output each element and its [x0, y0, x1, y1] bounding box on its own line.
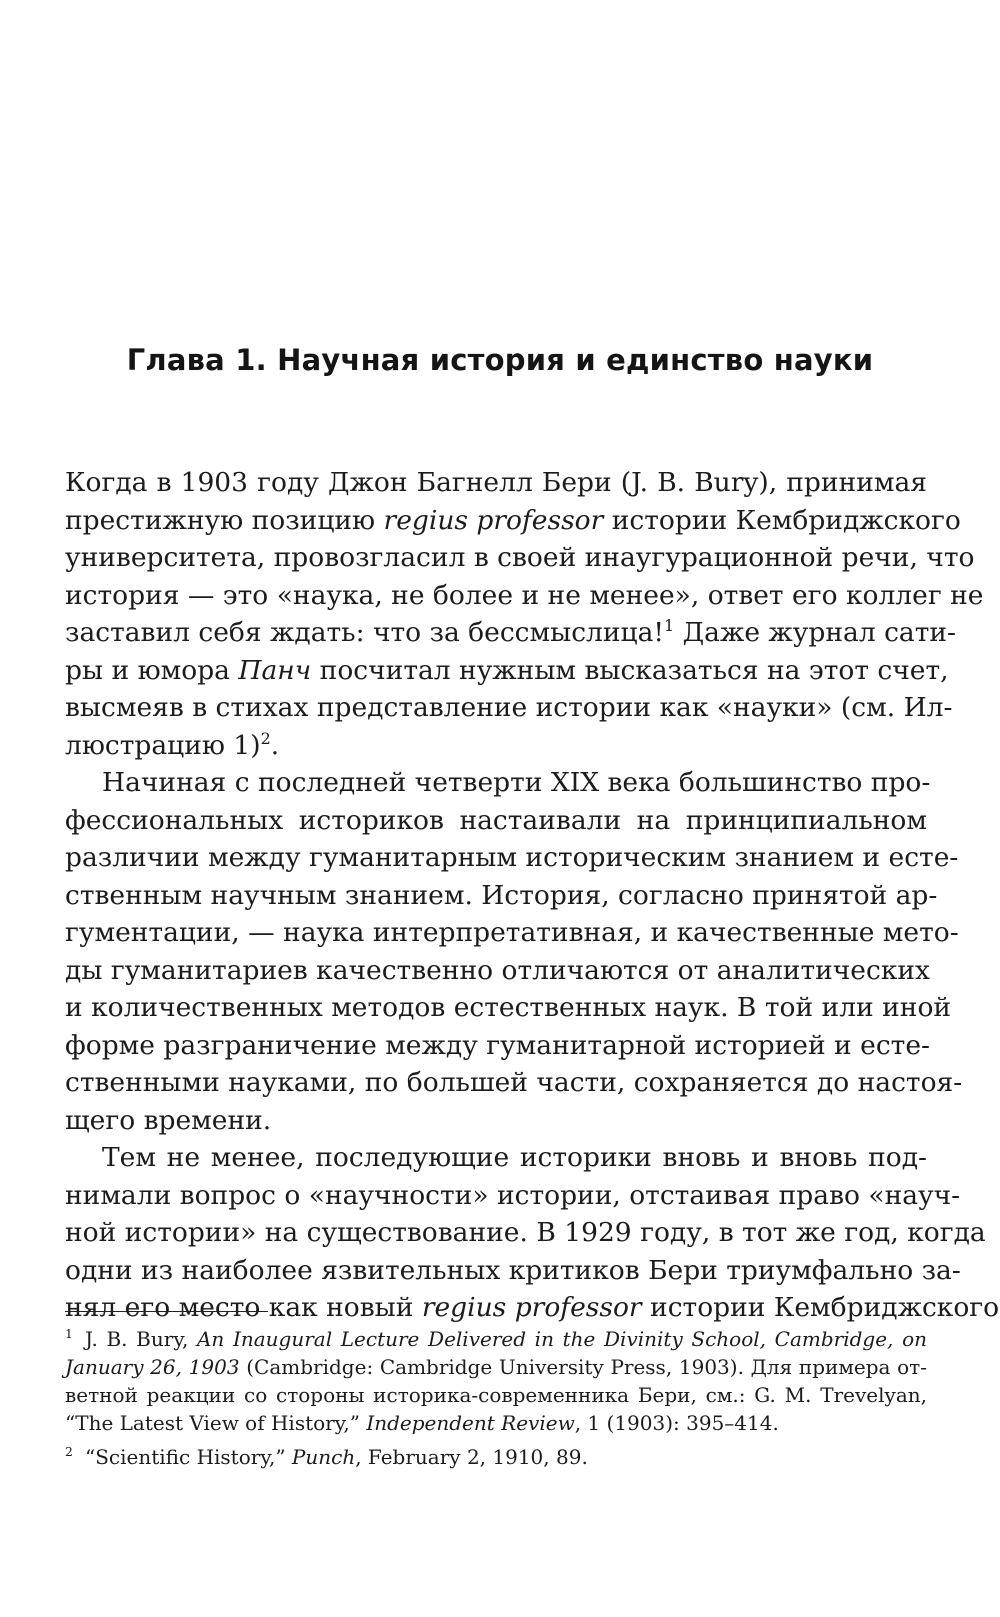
text-line: и количественных методов естественных наук. В той или иной	[65, 992, 952, 1023]
main-text	[65, 464, 1000, 1327]
text-line: Тем не менее, последующие историки вновь и вновь под-	[102, 1142, 927, 1173]
text-line: нимали вопрос о «научности» истории, отстаивая право «науч-	[65, 1179, 961, 1211]
text-line: щего времени.	[65, 1104, 272, 1136]
footnote-line: ветной реакции со стороны историка-современника Бери, см.: G. M. Trevelyan,	[65, 1383, 927, 1407]
text-line: история — это «наука, не более и не менее», ответ его коллег не	[65, 579, 984, 611]
paragraph-1	[65, 464, 984, 764]
text-line: одни из наиболее язвительных критиков Бери триумфально за-	[65, 1254, 961, 1286]
footnote-divider	[65, 1311, 268, 1312]
footnote-line: January 26, 1903 (Cambridge: Cambridge University Press, 1903). Для примера от-	[65, 1355, 927, 1379]
text-line: гументации, — наука интерпретативная, и качественные мето-	[65, 917, 959, 948]
paragraph-3	[65, 1139, 1000, 1327]
text-line: ды гуманитариев качественно отличаются от аналитических	[65, 954, 931, 986]
text-line: университета, провозгласил в своей инаугурационной речи, что	[65, 542, 975, 573]
footnote-line: “The Latest View of History,” Independent Review, 1 (1903): 395–414.	[65, 1411, 779, 1435]
chapter-title: Глава 1. Научная история и единство науки	[126, 343, 874, 377]
text-line: Когда в 1903 году Джон Багнелл Бери (J. B. Bury), принимая	[65, 467, 927, 498]
paragraph-2	[65, 764, 963, 1139]
text-line: ной истории» на существование. В 1929 году, в тот же год, когда	[65, 1217, 986, 1248]
text-line: престижную позицию regius professor истории Кембриджского	[65, 504, 961, 536]
text-line: Начиная с последней четверти XIX века большинство про-	[102, 767, 931, 798]
text-line: ры и юмора Панч посчитал нужным высказаться на этот счет,	[65, 654, 949, 686]
footnote-ref-2[interactable]: 2	[260, 728, 271, 748]
footnote-1	[65, 1325, 927, 1437]
footnote-line: 2 “Scientific History,” Punch, February 2, 1910, 89.	[65, 1444, 588, 1469]
footnote-ref-1[interactable]: 1	[664, 616, 675, 636]
text-line: нял его место как новый regius professor истории Кембриджского	[65, 1292, 1000, 1323]
footnote-line: 1 J. B. Bury, An Inaugural Lecture Delivered in the Divinity School, Cambridge, on	[65, 1326, 927, 1351]
text-line: высмеяв в стихах представление истории как «науки» (см. Ил-	[65, 692, 953, 723]
text-line: ственным научным знанием. История, согласно принятой ар-	[65, 879, 938, 911]
text-line: заставил себя ждать: что за бессмыслица!$^1$ Даже журнал сати-	[65, 616, 956, 648]
text-line: люстрацию 1)$^2$.	[65, 728, 280, 761]
text-line: различии между гуманитарным историческим знанием и есте-	[65, 842, 959, 873]
footnotes	[65, 1325, 927, 1477]
text-line: ственными науками, по большей части, сохраняется до настоя-	[65, 1067, 963, 1098]
footnote-2	[65, 1443, 927, 1471]
text-line: форме разграничение между гуманитарной историей и есте-	[65, 1029, 930, 1061]
text-line: фессиональных историков настаивали на принципиальном	[65, 804, 927, 836]
